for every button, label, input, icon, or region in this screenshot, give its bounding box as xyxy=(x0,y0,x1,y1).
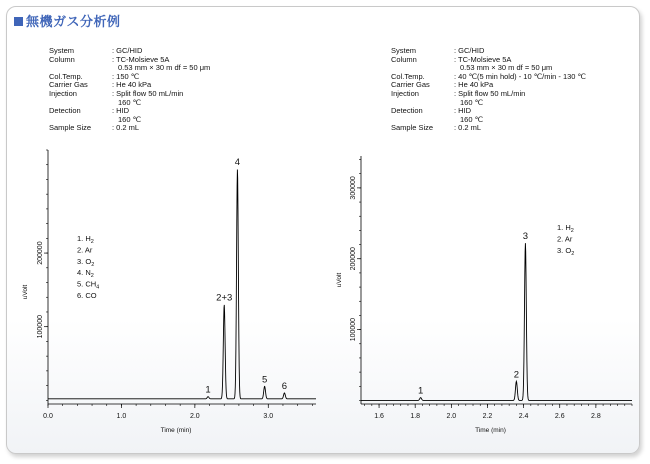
x-tick-label: 1.6 xyxy=(374,413,384,420)
condition-value: : 150 ℃ xyxy=(112,71,140,81)
x-tick-label: 2.0 xyxy=(446,413,457,420)
y-tick-label: 100000 xyxy=(37,315,44,339)
peak-label: 1 xyxy=(417,385,424,397)
x-tick-label: 1.8 xyxy=(410,413,421,420)
y-axis-label: uVolt xyxy=(336,272,343,288)
condition-value: 160 ℃ xyxy=(118,114,142,124)
condition-key: Injection xyxy=(391,89,419,98)
condition-value: : TC-Molsieve 5A xyxy=(454,54,512,64)
y-tick-label: 100000 xyxy=(350,317,357,342)
y-tick-label: 200000 xyxy=(350,247,357,271)
condition-value: 160 ℃ xyxy=(118,97,142,107)
legend-item: 4. $N_2$ xyxy=(77,268,94,280)
condition-value: : He 40 kPa xyxy=(454,80,494,90)
x-tick-label: 2.4 xyxy=(518,413,529,420)
condition-value: : 40 ℃(5 min hold) - 10 ℃/min - 130 ℃ xyxy=(454,71,586,81)
legend-item: 1. $H_2$ xyxy=(557,223,574,234)
x-tick-label: 3.0 xyxy=(263,413,274,420)
x-axis-label: Time (min) xyxy=(160,427,192,434)
condition-key: System xyxy=(391,46,417,55)
y-tick-label: 200000 xyxy=(37,241,44,265)
peak-label: 3 xyxy=(522,231,529,243)
legend-item: 2. Ar xyxy=(557,234,573,244)
condition-value: 160 ℃ xyxy=(460,97,484,107)
condition-value: : 0.2 mL xyxy=(454,123,482,133)
peak-label: 2 xyxy=(513,369,520,381)
condition-key: Detection xyxy=(49,106,81,116)
condition-key: Injection xyxy=(49,89,77,98)
peak-label: 1 xyxy=(205,384,211,396)
peak-label: 4 xyxy=(234,157,241,169)
condition-value: : He 40 kPa xyxy=(112,80,152,90)
y-tick-label: 300000 xyxy=(350,176,357,200)
legend-item: 1. $H_2$ xyxy=(77,234,94,245)
x-tick-label: 2.6 xyxy=(554,413,565,420)
x-tick-label: 0.0 xyxy=(43,413,53,420)
condition-value: : GC/HID xyxy=(454,46,485,55)
condition-key: Carrier Gas xyxy=(391,80,430,90)
condition-value: 160 ℃ xyxy=(460,114,484,124)
condition-key: Column xyxy=(391,54,417,64)
x-tick-label: 2.8 xyxy=(590,413,601,420)
condition-key: Sample Size xyxy=(391,123,434,133)
legend-item: 6. CO xyxy=(77,291,97,300)
legend-item: 3. $O_2$ xyxy=(77,256,95,268)
x-tick-label: 2.0 xyxy=(189,413,200,420)
condition-value: : Split flow 50 mL/min xyxy=(112,89,184,98)
condition-key: System xyxy=(49,46,75,55)
x-axis-label: Time (min) xyxy=(475,427,506,434)
condition-key: Carrier Gas xyxy=(49,80,88,90)
condition-value: 0.53 mm × 30 m df = 50 μm xyxy=(460,63,553,73)
peak-label: 2+3 xyxy=(216,292,233,304)
condition-value: 0.53 mm × 30 m df = 50 μm xyxy=(118,63,211,73)
condition-key: Sample Size xyxy=(49,123,92,133)
condition-value: : GC/HID xyxy=(112,46,143,55)
condition-key: Column xyxy=(49,54,75,64)
peak-label: 5 xyxy=(261,374,268,386)
legend-item: 3. $O_2$ xyxy=(557,245,575,257)
legend-item: 2. Ar xyxy=(77,245,93,255)
legend-item: 5. $CH_4$ xyxy=(77,279,100,291)
condition-key: Detection xyxy=(391,106,423,116)
condition-value: : Split flow 50 mL/min xyxy=(454,89,526,98)
condition-value: : HID xyxy=(454,106,472,116)
y-axis-label: uVolt xyxy=(22,284,29,300)
x-tick-label: 2.2 xyxy=(482,413,493,420)
peak-label: 6 xyxy=(281,380,288,392)
condition-value: : 0.2 mL xyxy=(112,123,140,133)
page-title-text: 無機ガス分析例 xyxy=(26,14,121,29)
condition-value: : HID xyxy=(112,106,130,116)
condition-key: Col.Temp. xyxy=(49,71,83,81)
condition-key: Col.Temp. xyxy=(391,71,425,81)
x-tick-label: 1.0 xyxy=(116,413,127,420)
condition-value: : TC-Molsieve 5A xyxy=(112,54,170,64)
